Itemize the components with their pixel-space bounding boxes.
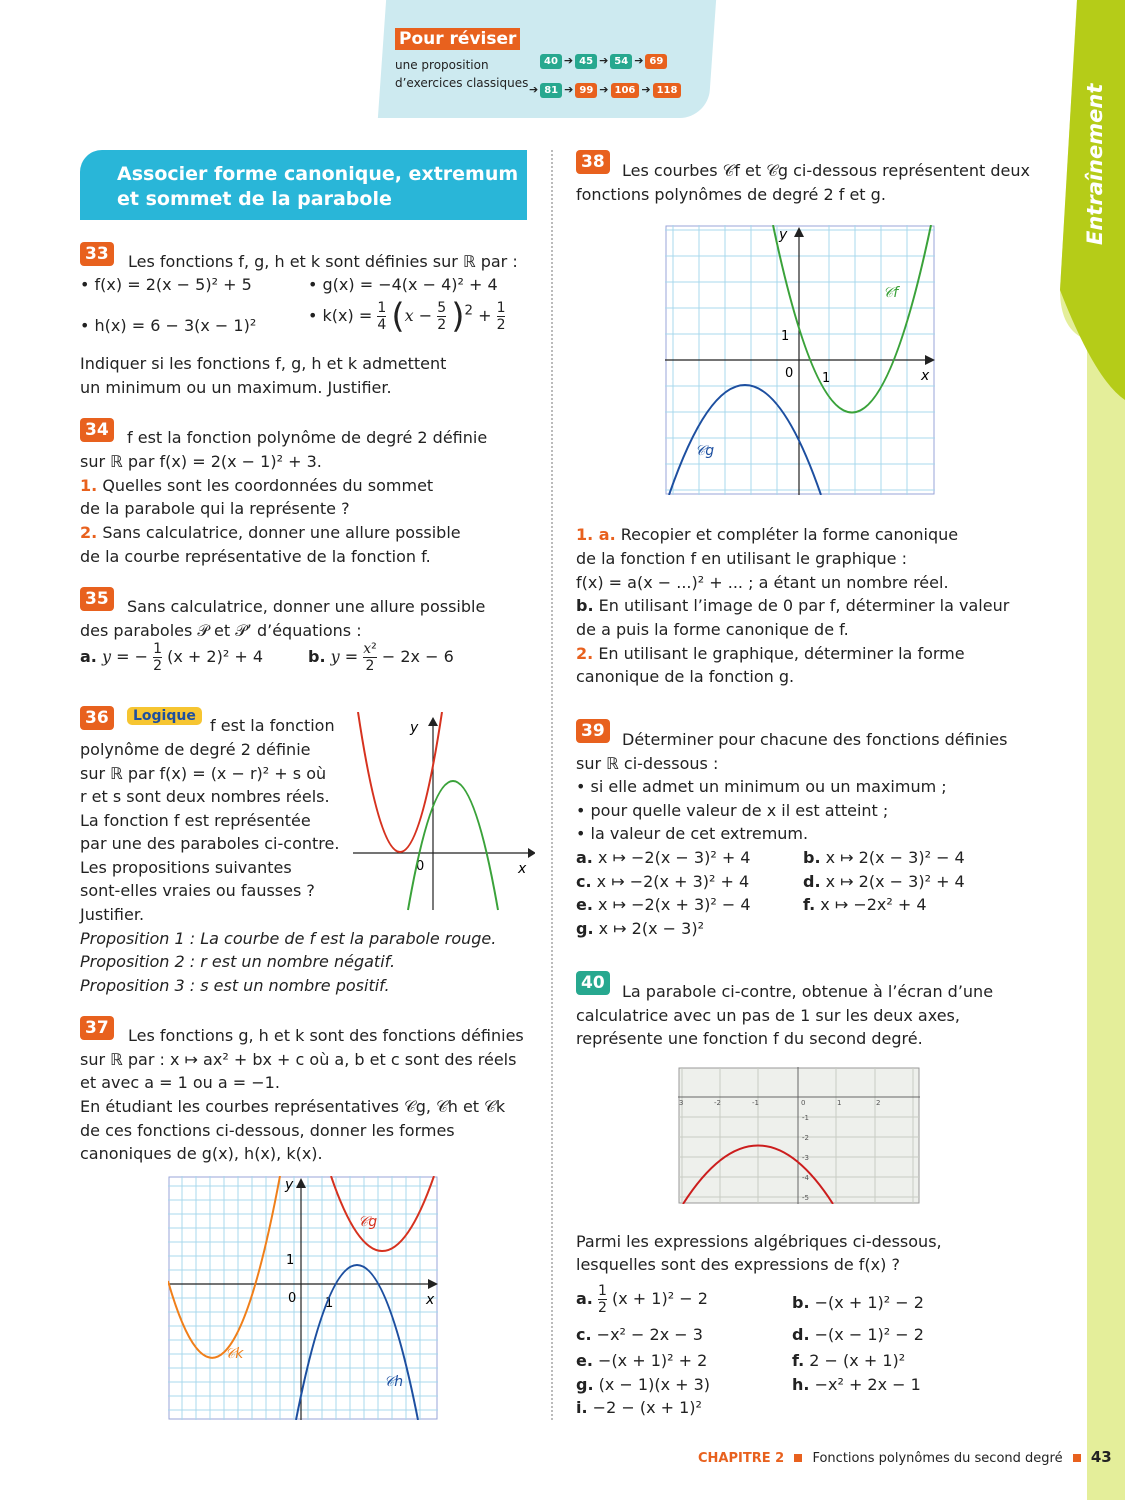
footer-title: Fonctions polynômes du second degré — [812, 1451, 1063, 1466]
ex34-l4: de la parabole qui la représente ? — [80, 499, 350, 518]
svg-text:-4: -4 — [802, 1174, 809, 1182]
svg-text:-2: -2 — [802, 1134, 809, 1142]
revise-link[interactable]: 54 — [610, 54, 632, 69]
ex37-l2: sur ℝ par : x ↦ ax² + bx + c où a, b et c sont des réels — [80, 1050, 517, 1069]
svg-text:-1: -1 — [802, 1114, 809, 1122]
ex36-l3: sur ℝ par f(x) = (x − r)² + s où — [80, 764, 327, 783]
ex40-g: g. (x − 1)(x + 3) — [576, 1375, 711, 1394]
ex38-q2: de la fonction f en utilisant le graphique : — [576, 549, 907, 568]
footer-chapter: CHAPITRE 2 — [698, 1451, 785, 1466]
ex38-q5: de a puis la forme canonique de f. — [576, 620, 849, 639]
ex37-graph — [168, 1176, 438, 1420]
revise-title: Pour réviser — [395, 28, 520, 50]
ex34-l5: 2. Sans calculatrice, donner une allure possible — [80, 523, 461, 542]
svg-text:-5: -5 — [802, 1194, 809, 1202]
ex40-c: c. −x² − 2x − 3 — [576, 1325, 703, 1344]
page-number: 43 — [1090, 1448, 1112, 1466]
svg-text:x: x — [426, 1292, 435, 1308]
ex38-q7: canonique de la fonction g. — [576, 667, 795, 686]
svg-text:-1: -1 — [752, 1099, 759, 1107]
revise-link[interactable]: 45 — [575, 54, 597, 69]
ex37-l3: et avec a = 1 ou a = −1. — [80, 1073, 280, 1092]
ex38-q3: f(x) = a(x − ...)² + ... ; a étant un nombre réel. — [576, 573, 949, 592]
revise-link[interactable]: 81 — [540, 83, 562, 98]
svg-text:0: 0 — [288, 1291, 297, 1306]
revise-link[interactable]: 99 — [575, 83, 597, 98]
column-divider — [551, 150, 553, 1420]
ex38-l2: fonctions polynômes de degré 2 f et g. — [576, 185, 886, 204]
revise-link[interactable]: 118 — [653, 83, 682, 98]
ex40-a: a. $\frac{1}{2}$ (x + 1)² − 2 — [576, 1283, 708, 1316]
ex39-b1: • si elle admet un minimum ou un maximum ; — [576, 777, 947, 796]
ex38-number: 38 — [576, 150, 610, 174]
ex33-number: 33 — [80, 242, 114, 266]
ex33-k: • k(x) = $\frac{1}{4}$ (x − $\frac{5}{2}$ )$^2$ + $\frac{1}{2}$ — [308, 296, 506, 337]
ex36-l7: Les propositions suivantes — [80, 858, 292, 877]
ex36-l6: par une des paraboles ci-contre. — [80, 834, 340, 853]
ex38-graph — [665, 225, 935, 495]
ex34-l3: 1. Quelles sont les coordonnées du sommet — [80, 476, 434, 495]
svg-text:𝒞k: 𝒞k — [225, 1346, 244, 1362]
svg-text:3: 3 — [679, 1099, 684, 1107]
ex39-g: g. x ↦ 2(x − 3)² — [576, 919, 704, 938]
ex40-e: e. −(x + 1)² + 2 — [576, 1351, 708, 1370]
ex36-p3: Proposition 3 : s est un nombre positif. — [80, 976, 390, 995]
svg-text:𝒞f: 𝒞f — [883, 285, 899, 301]
ex37-l4: En étudiant les courbes représentatives 𝒞g, 𝒞h et 𝒞k — [80, 1097, 506, 1116]
revise-sub2: d’exercices classiques — [395, 76, 529, 90]
ex39-b: b. x ↦ 2(x − 3)² − 4 — [803, 848, 965, 867]
ex40-number: 40 — [576, 971, 610, 995]
revise-row2: ➔ 81 ➔ 99 ➔ 106 ➔ 118 — [527, 78, 681, 98]
ex40-q2: lesquelles sont des expressions de f(x) ? — [576, 1255, 900, 1274]
ex40-d: d. −(x − 1)² − 2 — [792, 1325, 924, 1344]
ex36-l1: f est la fonction — [210, 716, 335, 735]
ex33-h: • h(x) = 6 − 3(x − 1)² — [80, 316, 257, 335]
svg-text:1: 1 — [286, 1253, 295, 1268]
ex36-p2: Proposition 2 : r est un nombre négatif. — [80, 952, 396, 971]
ex39-b3: • la valeur de cet extremum. — [576, 824, 809, 843]
ex39-f: f. x ↦ −2x² + 4 — [803, 895, 927, 914]
ex39-number: 39 — [576, 719, 610, 743]
ex36-l5: La fonction f est représentée — [80, 811, 311, 830]
svg-text:0: 0 — [416, 859, 425, 874]
svg-text:𝒞h: 𝒞h — [384, 1374, 404, 1390]
ex40-l1: La parabole ci-contre, obtenue à l’écran d’une — [622, 982, 994, 1001]
svg-text:y: y — [285, 1177, 294, 1193]
svg-text:0: 0 — [785, 366, 794, 381]
svg-text:1: 1 — [781, 329, 790, 344]
ex36-l9: Justifier. — [80, 905, 145, 924]
revise-link[interactable]: 106 — [611, 83, 640, 98]
ex40-b: b. −(x + 1)² − 2 — [792, 1293, 924, 1312]
ex36-p1: Proposition 1 : La courbe de f est la parabole rouge. — [80, 929, 497, 948]
side-tab-label: Entraînement — [1083, 83, 1107, 245]
svg-text:1: 1 — [325, 1296, 334, 1311]
section-title-1: Associer forme canonique, extremum — [117, 163, 519, 185]
svg-text:𝒞g: 𝒞g — [695, 443, 715, 459]
ex39-b2: • pour quelle valeur de x il est atteint ; — [576, 801, 889, 820]
ex35-l1: Sans calculatrice, donner une allure possible — [127, 597, 486, 616]
ex40-f: f. 2 − (x + 1)² — [792, 1351, 906, 1370]
ex39-a: a. x ↦ −2(x − 3)² + 4 — [576, 848, 751, 867]
ex36-l8: sont-elles vraies ou fausses ? — [80, 881, 315, 900]
ex40-q1: Parmi les expressions algébriques ci-dessous, — [576, 1232, 942, 1251]
svg-text:2: 2 — [876, 1099, 881, 1107]
svg-text:x: x — [921, 368, 930, 384]
revise-sub1: une proposition — [395, 58, 489, 72]
svg-text:y: y — [410, 720, 419, 736]
ex36-l4: r et s sont deux nombres réels. — [80, 787, 330, 806]
ex37-number: 37 — [80, 1016, 114, 1040]
ex34-l1: f est la fonction polynôme de degré 2 définie — [127, 428, 488, 447]
ex36-number: 36 — [80, 706, 114, 730]
ex37-l5: de ces fonctions ci-dessous, donner les formes — [80, 1121, 455, 1140]
ex37-l1: Les fonctions g, h et k sont des fonctions définies — [128, 1026, 524, 1045]
ex33-intro: Les fonctions f, g, h et k sont définies sur ℝ par : — [128, 252, 518, 271]
svg-text:0: 0 — [801, 1099, 806, 1107]
ex36-graph — [350, 712, 535, 912]
revise-link[interactable]: 69 — [645, 54, 667, 69]
footer — [698, 1448, 1112, 1466]
ex35-number: 35 — [80, 587, 114, 611]
ex36-l2: polynôme de degré 2 définie — [80, 740, 311, 759]
revise-link[interactable]: 40 — [540, 54, 562, 69]
ex33-f: • f(x) = 2(x − 5)² + 5 — [80, 275, 252, 294]
svg-text:x: x — [518, 861, 527, 877]
ex38-q4: b. En utilisant l’image de 0 par f, déterminer la valeur — [576, 596, 1010, 615]
ex40-l3: représente une fonction f du second degré. — [576, 1029, 923, 1048]
ex38-l1: Les courbes 𝒞f et 𝒞g ci-dessous représentent deux — [622, 161, 1030, 180]
section-title-2: et sommet de la parabole — [117, 188, 392, 210]
ex33-q2: un minimum ou un maximum. Justifier. — [80, 378, 392, 397]
ex39-l2: sur ℝ ci-dessous : — [576, 754, 719, 773]
svg-text:-2: -2 — [714, 1099, 721, 1107]
svg-text:1: 1 — [822, 371, 831, 386]
ex38-q1: 1. a. Recopier et compléter la forme canonique — [576, 525, 959, 544]
ex40-calculator-screen — [678, 1067, 920, 1204]
ex39-e: e. x ↦ −2(x + 3)² − 4 — [576, 895, 751, 914]
logic-badge: Logique — [127, 707, 202, 725]
ex35-a: a. y = − $\frac{1}{2}$ (x + 2)² + 4 — [80, 641, 263, 674]
revise-row1: 40 ➔ 45 ➔ 54 ➔ 69 — [540, 49, 667, 69]
ex40-l2: calculatrice avec un pas de 1 sur les deux axes, — [576, 1006, 960, 1025]
ex34-l2: sur ℝ par f(x) = 2(x − 1)² + 3. — [80, 452, 322, 471]
svg-text:𝒞g: 𝒞g — [358, 1214, 378, 1230]
ex40-i: i. −2 − (x + 1)² — [576, 1398, 702, 1417]
ex34-l6: de la courbe représentative de la fonction f. — [80, 547, 431, 566]
ex35-l2: des paraboles 𝒫 et 𝒫’ d’équations : — [80, 621, 362, 640]
svg-text:1: 1 — [837, 1099, 842, 1107]
ex33-g: • g(x) = −4(x − 4)² + 4 — [308, 275, 498, 294]
ex33-q1: Indiquer si les fonctions f, g, h et k admettent — [80, 354, 447, 373]
ex34-number: 34 — [80, 418, 114, 442]
revise-content — [395, 28, 528, 90]
ex39-d: d. x ↦ 2(x − 3)² + 4 — [803, 872, 965, 891]
ex40-h: h. −x² + 2x − 1 — [792, 1375, 921, 1394]
ex39-c: c. x ↦ −2(x + 3)² + 4 — [576, 872, 750, 891]
ex39-l1: Déterminer pour chacune des fonctions définies — [622, 730, 1008, 749]
ex38-q6: 2. En utilisant le graphique, déterminer la forme — [576, 644, 965, 663]
ex35-b: b. y = $\frac{\text{x²}}{2}$ − 2x − 6 — [308, 641, 454, 674]
svg-text:y: y — [779, 227, 788, 243]
svg-text:-3: -3 — [802, 1154, 809, 1162]
ex37-l6: canoniques de g(x), h(x), k(x). — [80, 1144, 323, 1163]
